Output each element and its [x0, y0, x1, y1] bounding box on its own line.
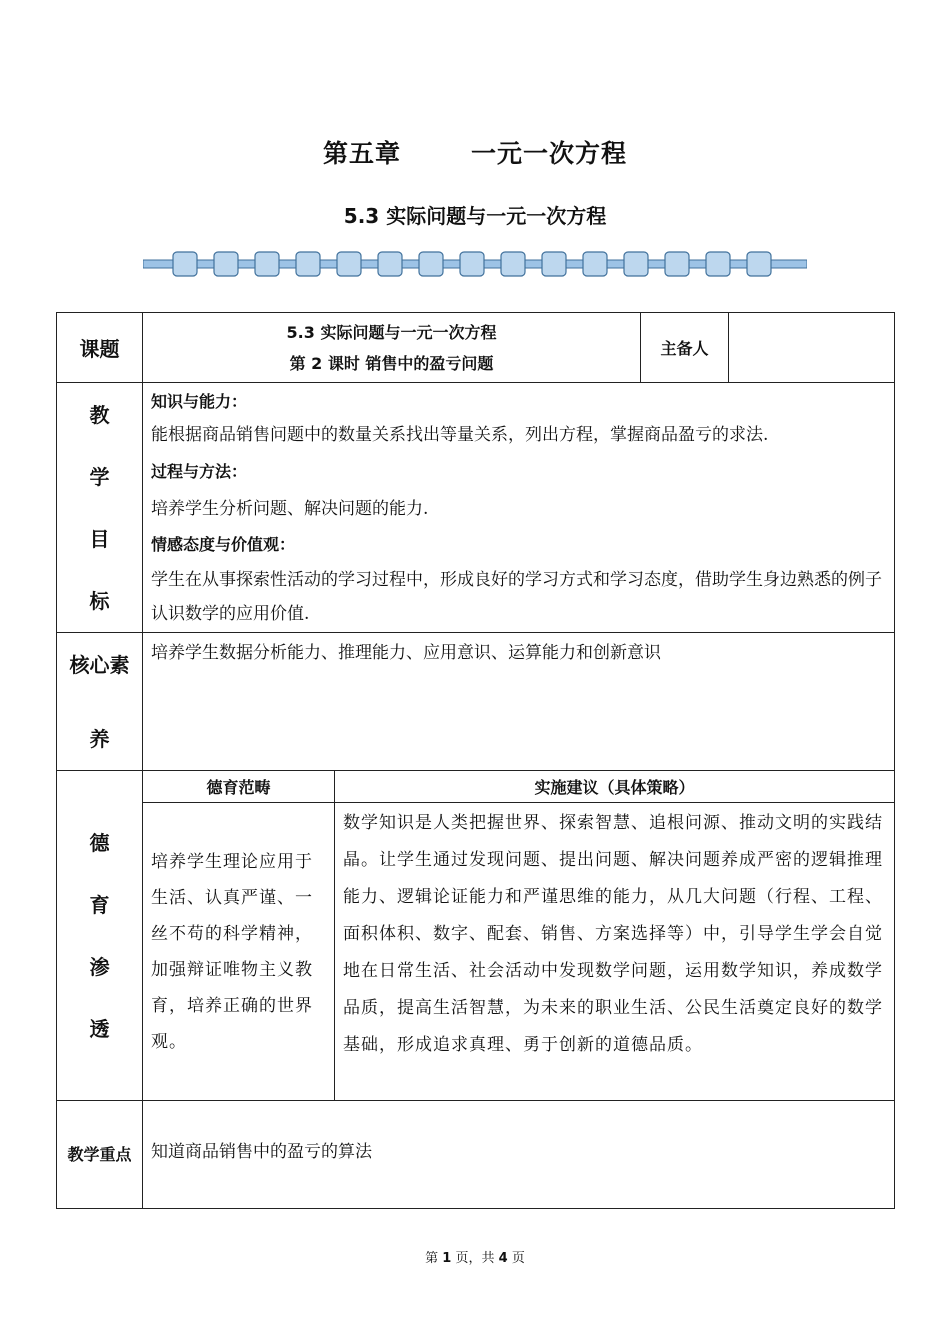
- moral-label: 德 育 渗 透: [57, 771, 143, 1101]
- moral-suggestion-header: 实施建议（具体策略）: [335, 771, 895, 803]
- decorative-chain-divider: [143, 250, 807, 278]
- moral-header-row: [57, 771, 895, 803]
- topic-row: [57, 313, 895, 383]
- preparer-value: [729, 313, 895, 383]
- moral-content-row: [57, 803, 895, 1101]
- topic-line-1: 5.3 实际问题与一元一次方程: [286, 322, 497, 342]
- moral-category-header: 德育范畴: [143, 771, 335, 803]
- process-title: 过程与方法：: [151, 462, 248, 481]
- page-footer: 第 1 页，共 4 页: [425, 1251, 525, 1266]
- process-text: 培养学生分析问题、解决问题的能力.: [151, 499, 429, 519]
- knowledge-text: 能根据商品销售问题中的数量关系找出等量关系，列出方程，掌握商品盈亏的求法.: [151, 425, 769, 445]
- goals-row: [57, 383, 895, 633]
- lesson-plan-table: [56, 312, 895, 1209]
- current-page: 1: [442, 1251, 452, 1266]
- moral-suggestion-text: 数学知识是人类把握世界、探索智慧、追根问源、推动文明的实践结晶。让学生通过发现问题、提出问题、解决问题养成严密的逻辑推理能力、逻辑论证能力和严谨思维的能力，从几大问题（行程、工程、面积体积、数字、配套、销售、方案选择等）中，引导学生学会自觉地在日常生活、社会活动中发现数学问题，运用数学知识，养成数学品质，提高生活智慧，为未来的职业生活、公民生活奠定良好的数学基础，形成追求真理、勇于创新的道德品质。: [335, 803, 895, 1101]
- goals-label: 教 学 目 标: [57, 383, 143, 633]
- key-points-row: [57, 1101, 895, 1209]
- goals-content: [143, 383, 895, 633]
- section-title: 5.3 实际问题与一元一次方程: [343, 204, 607, 228]
- chapter-number: 第五章: [322, 139, 401, 168]
- topic-line-2: 第 2 课时 销售中的盈亏问题: [289, 353, 494, 373]
- chapter-title: [0, 134, 950, 170]
- literacy-row: [57, 633, 895, 771]
- preparer-label: 主备人: [641, 313, 729, 383]
- emotion-title: 情感态度与价值观：: [151, 535, 296, 554]
- moral-category-text: 培养学生理论应用于生活、认真严谨、一丝不苟的科学精神，加强辩证唯物主义教育，培养正确的世界观。: [143, 803, 335, 1101]
- emotion-text: 学生在从事探索性活动的学习过程中，形成良好的学习方式和学习态度，借助学生身边熟悉的例子认识数学的应用价值.: [151, 570, 882, 624]
- knowledge-title: 知识与能力：: [151, 392, 248, 411]
- literacy-text: 培养学生数据分析能力、推理能力、应用意识、运算能力和创新意识: [143, 633, 895, 771]
- total-pages: 4: [498, 1251, 508, 1266]
- key-text: 知道商品销售中的盈亏的算法: [143, 1101, 895, 1209]
- topic-label: 课题: [57, 313, 143, 383]
- literacy-label: 核心素 养: [57, 633, 143, 771]
- key-label: 教学重点: [57, 1101, 143, 1209]
- chapter-name: 一元一次方程: [471, 139, 628, 168]
- topic-cell: [143, 313, 641, 383]
